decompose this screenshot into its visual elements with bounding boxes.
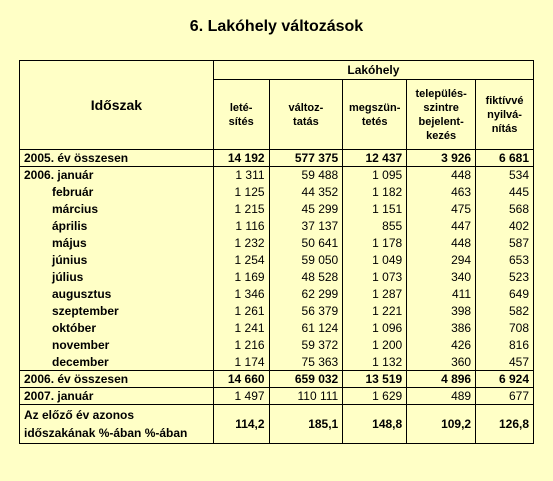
- table-row: [20, 167, 534, 184]
- header-line: nyilvá-: [487, 108, 522, 121]
- percent-value: 148,8: [343, 405, 407, 444]
- cell-value: 3 926: [407, 150, 476, 167]
- cell-value: 1 169: [213, 269, 269, 286]
- cell-value: 653: [476, 252, 534, 269]
- percent-row-label: [20, 405, 214, 444]
- row-label: december: [20, 354, 214, 371]
- cell-value: 360: [407, 354, 476, 371]
- row-label: november: [20, 337, 214, 354]
- cell-value: 402: [476, 218, 534, 235]
- table-row: [20, 371, 534, 388]
- table-row: [20, 337, 534, 354]
- period-header: Időszak: [20, 61, 214, 150]
- col-telepulesszintre-header: [407, 80, 476, 150]
- row-label: október: [20, 320, 214, 337]
- cell-value: 1 215: [213, 201, 269, 218]
- cell-value: 1 116: [213, 218, 269, 235]
- row-label: június: [20, 252, 214, 269]
- col-valtoztatas-header: [269, 80, 343, 150]
- cell-value: 1 073: [343, 269, 407, 286]
- header-line: leté-: [229, 101, 253, 114]
- cell-value: 14 192: [213, 150, 269, 167]
- col-fiktivve-header: [476, 80, 534, 150]
- cell-value: 523: [476, 269, 534, 286]
- cell-value: 582: [476, 303, 534, 320]
- cell-value: 1 241: [213, 320, 269, 337]
- cell-value: 62 299: [269, 286, 343, 303]
- cell-value: 677: [476, 388, 534, 405]
- cell-value: 50 641: [269, 235, 343, 252]
- cell-value: 1 497: [213, 388, 269, 405]
- cell-value: 6 924: [476, 371, 534, 388]
- cell-value: 534: [476, 167, 534, 184]
- cell-value: 398: [407, 303, 476, 320]
- cell-value: 1 174: [213, 354, 269, 371]
- cell-value: 1 125: [213, 184, 269, 201]
- cell-value: 426: [407, 337, 476, 354]
- data-table: [19, 60, 534, 444]
- row-label: április: [20, 218, 214, 235]
- header-line: település-: [415, 87, 467, 100]
- cell-value: 1 200: [343, 337, 407, 354]
- row-label: augusztus: [20, 286, 214, 303]
- cell-value: 1 095: [343, 167, 407, 184]
- row-label: május: [20, 235, 214, 252]
- cell-value: 475: [407, 201, 476, 218]
- cell-value: 1 151: [343, 201, 407, 218]
- page-title: 6. Lakóhely változások: [189, 18, 364, 35]
- cell-value: 37 137: [269, 218, 343, 235]
- percent-row: [20, 405, 534, 444]
- percent-value: 114,2: [213, 405, 269, 444]
- row-label: szeptember: [20, 303, 214, 320]
- cell-value: 448: [407, 235, 476, 252]
- cell-value: 1 096: [343, 320, 407, 337]
- cell-value: 1 261: [213, 303, 269, 320]
- header-line: tetés: [361, 115, 388, 128]
- header-line: fiktívvé: [485, 94, 524, 107]
- row-label: március: [20, 201, 214, 218]
- cell-value: 411: [407, 286, 476, 303]
- cell-value: 110 111: [269, 388, 343, 405]
- table-row: [20, 286, 534, 303]
- row-label: 2006. év összesen: [20, 371, 214, 388]
- cell-value: 59 372: [269, 337, 343, 354]
- percent-label-line-1: Az előző év azonos: [24, 408, 135, 422]
- cell-value: 13 519: [343, 371, 407, 388]
- cell-value: 6 681: [476, 150, 534, 167]
- table-row: [20, 201, 534, 218]
- table-row: [20, 235, 534, 252]
- row-label: 2007. január: [20, 388, 214, 405]
- cell-value: 445: [476, 184, 534, 201]
- percent-label-line-2: időszakának %-ában %-ában: [24, 426, 188, 440]
- cell-value: 45 299: [269, 201, 343, 218]
- table-row: [20, 252, 534, 269]
- cell-value: 1 629: [343, 388, 407, 405]
- table-row: [20, 303, 534, 320]
- cell-value: 1 182: [343, 184, 407, 201]
- col-megszuntetes-header: [343, 80, 407, 150]
- cell-value: 1 049: [343, 252, 407, 269]
- cell-value: 659 032: [269, 371, 343, 388]
- cell-value: 587: [476, 235, 534, 252]
- cell-value: 447: [407, 218, 476, 235]
- table-row: [20, 218, 534, 235]
- cell-value: 1 132: [343, 354, 407, 371]
- cell-value: 48 528: [269, 269, 343, 286]
- cell-value: 457: [476, 354, 534, 371]
- percent-value: 126,8: [476, 405, 534, 444]
- cell-value: 1 311: [213, 167, 269, 184]
- cell-value: 61 124: [269, 320, 343, 337]
- row-label: július: [20, 269, 214, 286]
- header-line: kezés: [426, 129, 457, 142]
- header-line: tatás: [293, 115, 319, 128]
- cell-value: 386: [407, 320, 476, 337]
- cell-value: 59 488: [269, 167, 343, 184]
- row-label: február: [20, 184, 214, 201]
- cell-value: 463: [407, 184, 476, 201]
- col-letesites-header: [213, 80, 269, 150]
- cell-value: 577 375: [269, 150, 343, 167]
- percent-value: 185,1: [269, 405, 343, 444]
- cell-value: 448: [407, 167, 476, 184]
- row-label: 2005. év összesen: [20, 150, 214, 167]
- row-label: 2006. január: [20, 167, 214, 184]
- cell-value: 1 346: [213, 286, 269, 303]
- cell-value: 44 352: [269, 184, 343, 201]
- cell-value: 1 254: [213, 252, 269, 269]
- cell-value: 708: [476, 320, 534, 337]
- cell-value: 568: [476, 201, 534, 218]
- cell-value: 1 216: [213, 337, 269, 354]
- table-row: [20, 269, 534, 286]
- table-row: [20, 320, 534, 337]
- header-line: szintre: [423, 101, 459, 114]
- cell-value: 14 660: [213, 371, 269, 388]
- cell-value: 59 050: [269, 252, 343, 269]
- cell-value: 855: [343, 218, 407, 235]
- cell-value: 294: [407, 252, 476, 269]
- cell-value: 1 221: [343, 303, 407, 320]
- header-line: sítés: [228, 115, 254, 128]
- cell-value: 340: [407, 269, 476, 286]
- table-row: [20, 184, 534, 201]
- header-line: megszün-: [349, 101, 401, 114]
- table-row: [20, 150, 534, 167]
- cell-value: 75 363: [269, 354, 343, 371]
- group-header: Lakóhely: [213, 61, 533, 80]
- cell-value: 4 896: [407, 371, 476, 388]
- cell-value: 1 232: [213, 235, 269, 252]
- cell-value: 56 379: [269, 303, 343, 320]
- table-row: [20, 354, 534, 371]
- header-line: változ-: [288, 101, 324, 114]
- cell-value: 816: [476, 337, 534, 354]
- cell-value: 1 287: [343, 286, 407, 303]
- percent-value: 109,2: [407, 405, 476, 444]
- cell-value: 489: [407, 388, 476, 405]
- cell-value: 1 178: [343, 235, 407, 252]
- cell-value: 12 437: [343, 150, 407, 167]
- cell-value: 649: [476, 286, 534, 303]
- header-line: bejelent-: [418, 115, 464, 128]
- table-row: [20, 388, 534, 405]
- header-line: nítás: [491, 122, 518, 135]
